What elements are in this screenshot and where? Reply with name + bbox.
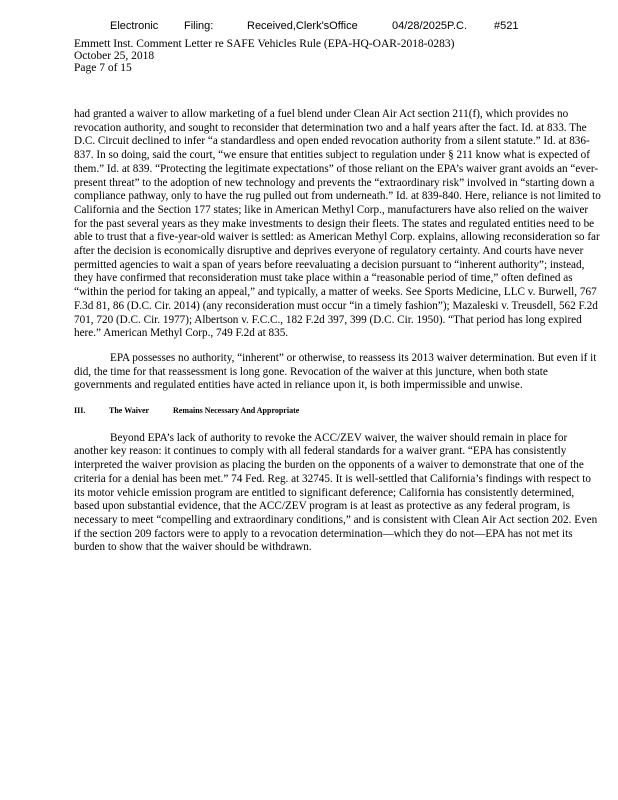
section-heading (74, 404, 602, 418)
body-paragraph-2: EPA possesses no authority, “inherent” or otherwise, to reassess its 2013 waiver determination. But even if it did, the time for that reassessment is long gone. Revocation of the waiver at this juncture, when both state governments and regulated entities have acted in reliance upon it, is both impermissible and unwise. (74, 351, 597, 392)
header-page-number: Page 7 of 15 (74, 62, 132, 74)
header-date: October 25, 2018 (74, 50, 155, 62)
stamp-date: 04/28/2025P.C. (392, 20, 468, 32)
section-heading-part1: The Waiver (109, 406, 150, 416)
section-heading-number: III. (74, 406, 86, 416)
section-heading-part2: Remains Necessary And Appropriate (173, 406, 300, 416)
letter-body (74, 108, 602, 566)
body-paragraph-1: had granted a waiver to allow marketing of a fuel blend under Clean Air Act section 211(f), which provides no revocation authority, and sought to reconsider that determination two and a half years after the fact. Id. at 833. The D.C. Circuit declined to infer “a standardless and open ended revocation authority from a silent statute.” Id. at 836-837. In so doing, said the court, “we ensure that entities subject to regulation under § 211 know what is expected of them.” Id. at 839. “Protecting the legitimate expectations” of those reliant on the EPA’s waiver grant avoids an “ever-present threat” to the adoption of new technology and prevents the “extraordinary risk” involved in “starting down a compliance pathway, only to have the rug pulled out from underneath.” Id. at 839-840. Here, reliance is not limited to California and the Section 177 states; like in American Methyl Corp., manufacturers have also relied on the waiver for the past several years as they make investments to design their fleets. The states and regulated entities need to be able to trust that a five-year-old waiver is settled: as American Methyl Corp. explains, allowing reconsideration so far after the decision is economically disruptive and deprives everyone of regulatory certainty. And courts have never permitted agencies to wait a span of years before reevaluating a decision pursuant to “inherent authority”; instead, they have confirmed that reconsideration must take place within a “reasonable period of time,” often defined as “within the period for taking an appeal,” and typically, a matter of weeks. See Sports Medicine, LLC v. Burwell, 767 F.3d 81, 86 (D.C. Cir. 2014) (any reconsideration must occur “in a timely fashion”); Mazaleski v. Treusdell, 562 F.2d 701, 720 (D.C. Cir. 1977); Albertson v. F.C.C., 182 F.2d 397, 399 (D.C. Cir. 1950). “That period has long expired here.” American Methyl Corp., 749 F.2d at 835. (74, 108, 601, 340)
stamp-filing: Filing: (184, 20, 214, 32)
header-title: Emmett Inst. Comment Letter re SAFE Vehicles Rule (EPA-HQ-OAR-2018-0283) (74, 38, 455, 50)
stamp-number: #521 (494, 20, 519, 32)
letter-header (74, 38, 454, 74)
body-paragraph-3: Beyond EPA’s lack of authority to revoke the ACC/ZEV waiver, the waiver should remain in place for another key reason: it continues to comply with all federal standards for a waiver grant. “EPA has consistently interpreted the waiver provision as placing the burden on the opponents of a waiver to demonstrate that one of the criteria for a denial has been met.” 74 Fed. Reg. at 32745. It is well-settled that California’s findings with respect to its motor vehicle emission program are entitled to significant deference; California has consistently determined, based upon substantial evidence, that the ACC/ZEV program is at least as protective as any federal program, is necessary to meet “compelling and extraordinary conditions,” and is consistent with Clean Air Act section 202. Even if the section 209 factors were to apply to a revocation determination—which they do not—EPA has not met its burden to show that the waiver should be withdrawn. (74, 431, 598, 554)
stamp-electronic: Electronic (110, 20, 159, 32)
stamp-received: Received,Clerk'sOffice (247, 20, 358, 32)
